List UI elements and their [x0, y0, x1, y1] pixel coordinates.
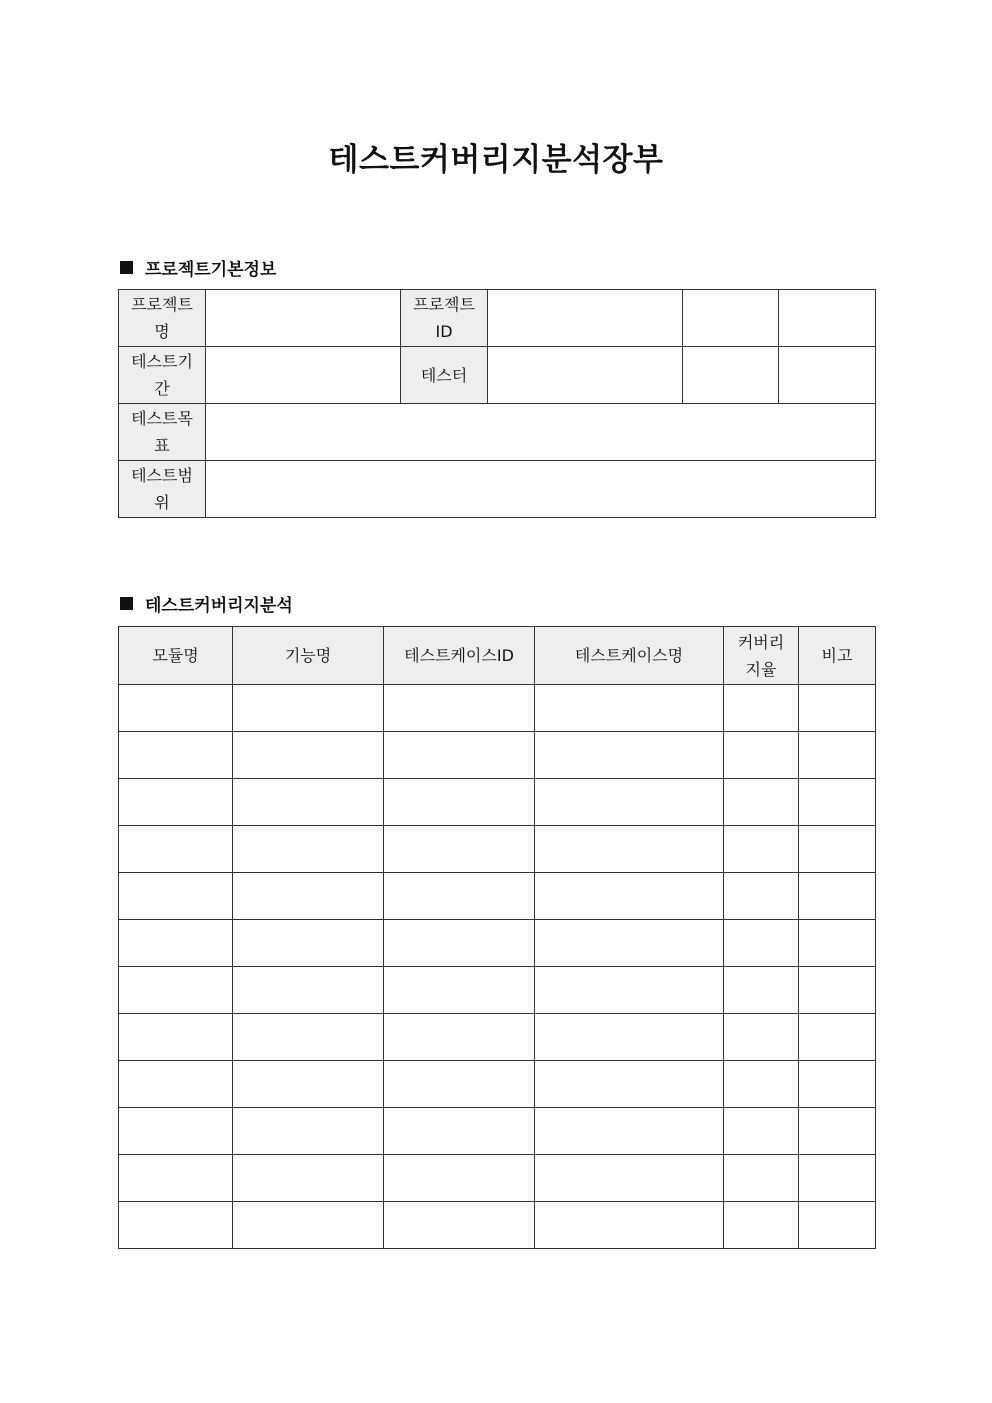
table-row: [119, 826, 876, 873]
table-cell[interactable]: [384, 873, 535, 920]
table-cell[interactable]: [535, 967, 724, 1014]
table-row: [119, 1061, 876, 1108]
table-cell[interactable]: [535, 826, 724, 873]
blank-cell[interactable]: [683, 347, 779, 404]
table-row: [119, 1108, 876, 1155]
table-cell[interactable]: [799, 685, 876, 732]
test-period-field[interactable]: [206, 347, 401, 404]
table-cell[interactable]: [384, 1202, 535, 1249]
table-cell[interactable]: [384, 1014, 535, 1061]
table-cell[interactable]: [724, 1155, 799, 1202]
table-row: [119, 1014, 876, 1061]
table-cell[interactable]: [119, 920, 233, 967]
project-name-field[interactable]: [206, 290, 401, 347]
table-cell[interactable]: [119, 1061, 233, 1108]
table-cell[interactable]: [724, 967, 799, 1014]
table-cell[interactable]: [724, 1108, 799, 1155]
table-cell[interactable]: [119, 1014, 233, 1061]
test-goal-label: 테스트목 표: [119, 404, 206, 461]
table-row: [119, 685, 876, 732]
table-cell[interactable]: [233, 967, 384, 1014]
table-cell[interactable]: [535, 873, 724, 920]
table-cell[interactable]: [724, 1014, 799, 1061]
section-heading-label: 프로젝트기본정보: [145, 260, 277, 280]
table-cell[interactable]: [724, 826, 799, 873]
table-cell[interactable]: [535, 732, 724, 779]
table-row: [119, 1155, 876, 1202]
table-cell[interactable]: [233, 685, 384, 732]
test-goal-field[interactable]: [206, 404, 876, 461]
section-heading-label: 테스트커버리지분석: [145, 596, 293, 616]
blank-cell[interactable]: [683, 290, 779, 347]
project-info-table: [118, 289, 876, 518]
coverage-table: [118, 626, 876, 1249]
blank-cell[interactable]: [779, 290, 876, 347]
table-row: [119, 347, 876, 404]
column-header-remarks: 비고: [799, 627, 876, 685]
table-cell[interactable]: [119, 779, 233, 826]
test-scope-label: 테스트범 위: [119, 461, 206, 518]
table-cell[interactable]: [799, 1014, 876, 1061]
table-cell[interactable]: [384, 1155, 535, 1202]
column-header-module: 모듈명: [119, 627, 233, 685]
table-row: [119, 404, 876, 461]
table-cell[interactable]: [119, 732, 233, 779]
table-cell[interactable]: [724, 732, 799, 779]
tester-label: 테스터: [401, 347, 488, 404]
table-row: [119, 732, 876, 779]
table-header-row: [119, 627, 876, 685]
table-cell[interactable]: [384, 1108, 535, 1155]
column-header-coverage: 커버리 지율: [724, 627, 799, 685]
table-cell[interactable]: [384, 685, 535, 732]
table-cell[interactable]: [799, 967, 876, 1014]
table-row: [119, 967, 876, 1014]
table-cell[interactable]: [724, 685, 799, 732]
table-cell[interactable]: [233, 1014, 384, 1061]
table-cell[interactable]: [535, 1202, 724, 1249]
table-cell[interactable]: [233, 873, 384, 920]
table-cell[interactable]: [233, 1108, 384, 1155]
project-name-label: 프로젝트 명: [119, 290, 206, 347]
table-cell[interactable]: [799, 873, 876, 920]
table-cell[interactable]: [384, 826, 535, 873]
table-cell[interactable]: [535, 920, 724, 967]
table-cell[interactable]: [384, 920, 535, 967]
square-bullet-icon: [120, 261, 133, 274]
table-cell[interactable]: [384, 779, 535, 826]
column-header-function: 기능명: [233, 627, 384, 685]
table-cell[interactable]: [535, 1155, 724, 1202]
table-cell[interactable]: [233, 1155, 384, 1202]
table-cell[interactable]: [724, 779, 799, 826]
table-cell[interactable]: [799, 732, 876, 779]
project-id-label: 프로젝트 ID: [401, 290, 488, 347]
square-bullet-icon: [120, 597, 133, 610]
table-cell[interactable]: [119, 967, 233, 1014]
table-cell[interactable]: [799, 1061, 876, 1108]
table-cell[interactable]: [799, 1155, 876, 1202]
table-cell[interactable]: [119, 873, 233, 920]
table-cell[interactable]: [799, 779, 876, 826]
table-cell[interactable]: [233, 779, 384, 826]
table-cell[interactable]: [384, 732, 535, 779]
section-heading-project-info: [120, 255, 276, 280]
test-scope-field[interactable]: [206, 461, 876, 518]
table-cell[interactable]: [535, 1061, 724, 1108]
blank-cell[interactable]: [779, 347, 876, 404]
page-title: 테스트커버리지분석장부: [328, 142, 664, 178]
table-cell[interactable]: [799, 920, 876, 967]
column-header-testcase-name: 테스트케이스명: [535, 627, 724, 685]
table-cell[interactable]: [119, 685, 233, 732]
table-row: [119, 873, 876, 920]
column-header-testcase-id: 테스트케이스ID: [384, 627, 535, 685]
table-cell[interactable]: [233, 920, 384, 967]
table-cell[interactable]: [535, 1108, 724, 1155]
table-cell[interactable]: [724, 1202, 799, 1249]
test-period-label: 테스트기 간: [119, 347, 206, 404]
table-cell[interactable]: [799, 1202, 876, 1249]
section-heading-coverage: [120, 591, 293, 616]
table-cell[interactable]: [384, 1061, 535, 1108]
project-id-field[interactable]: [488, 290, 683, 347]
table-cell[interactable]: [535, 1014, 724, 1061]
table-cell[interactable]: [119, 1202, 233, 1249]
table-cell[interactable]: [233, 1202, 384, 1249]
table-cell[interactable]: [724, 1061, 799, 1108]
table-cell[interactable]: [535, 685, 724, 732]
table-cell[interactable]: [119, 826, 233, 873]
table-cell[interactable]: [799, 1108, 876, 1155]
table-cell[interactable]: [233, 732, 384, 779]
table-row: [119, 461, 876, 518]
table-row: [119, 1202, 876, 1249]
table-cell[interactable]: [233, 1061, 384, 1108]
table-cell[interactable]: [384, 967, 535, 1014]
table-row: [119, 920, 876, 967]
table-row: [119, 779, 876, 826]
table-cell[interactable]: [799, 826, 876, 873]
table-cell[interactable]: [119, 1108, 233, 1155]
table-cell[interactable]: [535, 779, 724, 826]
table-cell[interactable]: [724, 920, 799, 967]
tester-field[interactable]: [488, 347, 683, 404]
table-cell[interactable]: [724, 873, 799, 920]
table-cell[interactable]: [233, 826, 384, 873]
table-cell[interactable]: [119, 1155, 233, 1202]
table-row: [119, 290, 876, 347]
